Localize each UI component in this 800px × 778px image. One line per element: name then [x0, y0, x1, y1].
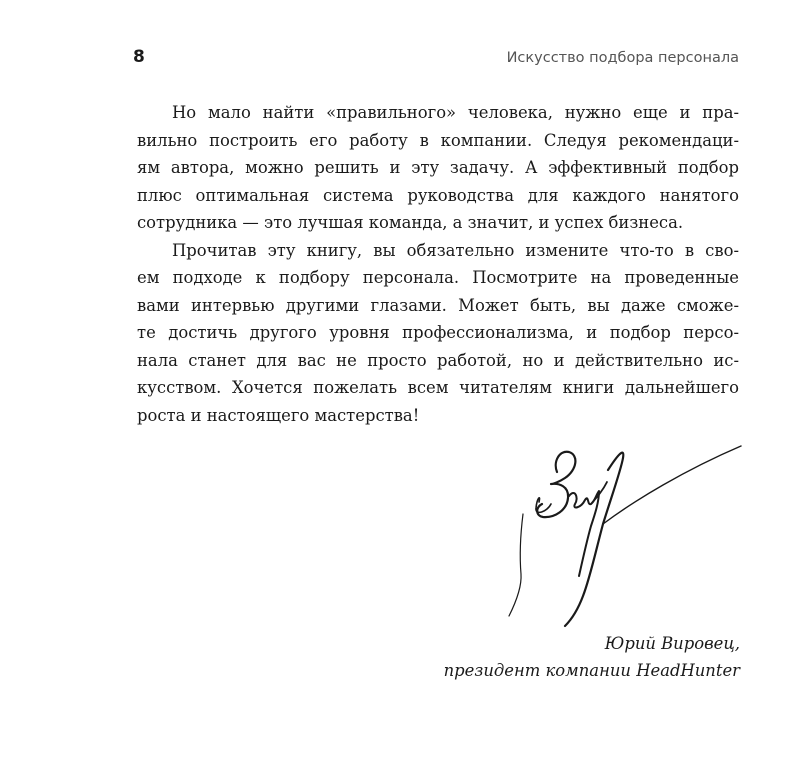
- text-line: плюс оптимальная система руководства для каждого нанятого: [137, 185, 739, 205]
- running-title: Искусство подбора персонала: [506, 50, 739, 66]
- paragraph-2: [137, 237, 739, 430]
- author-name: Юрий Вировец,: [604, 634, 740, 653]
- attribution: [444, 630, 740, 684]
- text-line: те достичь другого уровня профессионализма, и подбор персо-: [137, 323, 739, 342]
- text-line: кусством. Хочется пожелать всем читателям книги дальнейшего: [137, 378, 739, 397]
- text-line: ем подходе к подбору персонала. Посмотрите на проведенные: [137, 268, 739, 287]
- text-line: ям автора, можно решить и эту задачу. А эффективный подбор: [137, 158, 739, 177]
- handwritten-signature-icon: [495, 438, 745, 628]
- page-number: 8: [133, 47, 145, 67]
- text-line: Но мало найти «правильного» человека, нужно еще и пра-: [172, 103, 739, 122]
- text-line: вами интервью другими глазами. Может быть, вы даже сможе-: [137, 295, 739, 315]
- text-line: нала станет для вас не просто работой, но и действительно ис-: [137, 350, 739, 370]
- text-line: роста и настоящего мастерства!: [137, 405, 420, 425]
- author-title: президент компании HeadHunter: [443, 661, 740, 680]
- text-line: вильно построить его работу в компании. Следуя рекомендаци-: [137, 130, 739, 150]
- body-text: [137, 99, 739, 429]
- text-line: Прочитав эту книгу, вы обязательно измените что-то в сво-: [172, 240, 739, 260]
- paragraph-1: [137, 99, 739, 237]
- text-line: сотрудника — это лучшая команда, а значит, и успех бизнеса.: [137, 213, 684, 232]
